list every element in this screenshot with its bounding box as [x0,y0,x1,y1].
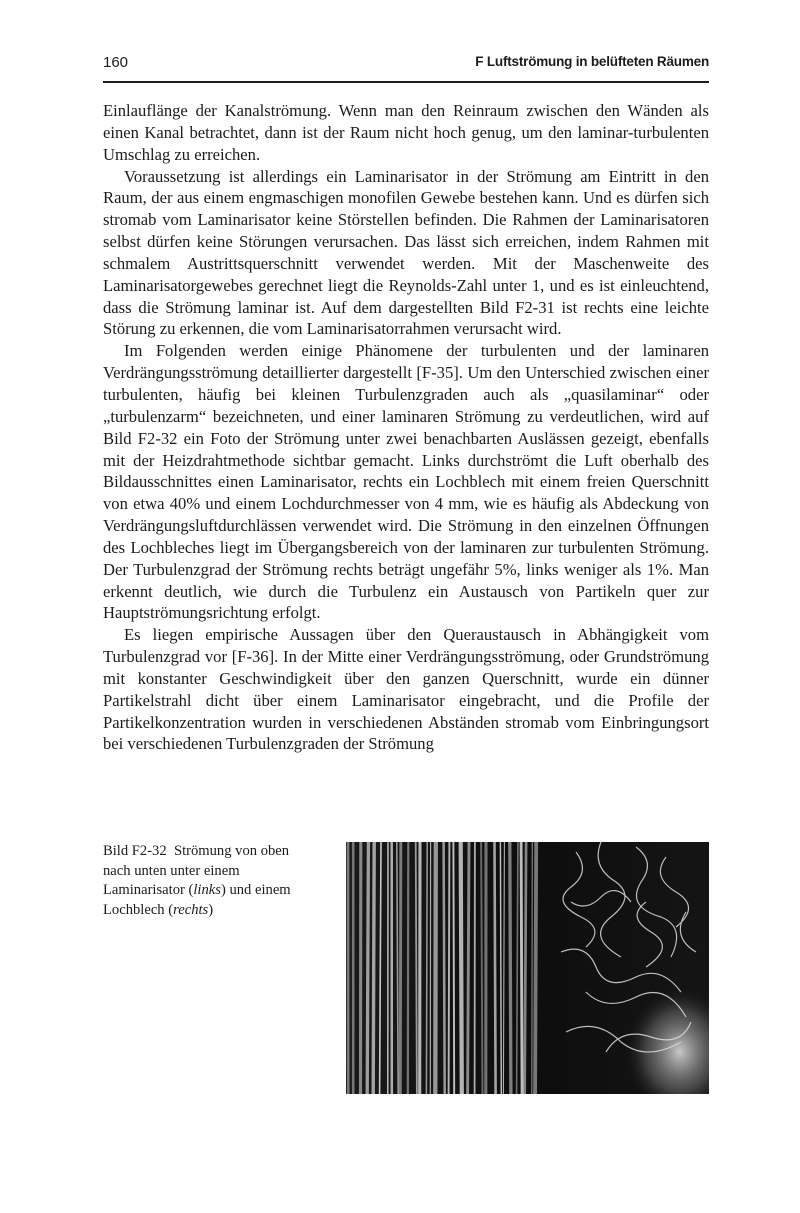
header-rule [103,81,709,83]
page-number: 160 [103,54,129,71]
paragraph: Einlauflänge der Kanalströmung. Wenn man den Reinraum zwischen den Wänden als einen Kanal betrachtet, dann ist der Raum nicht hoch genug, um den laminar-turbulenten Umschlag zu erreichen. [103,101,709,164]
streak-line [500,842,501,1094]
figure-label: Bild F2-32 [103,843,167,859]
streak-line [367,842,368,1094]
streak-line [468,842,469,1094]
caption-text: ) und einem Lochblech ( [103,882,291,918]
streak-line [449,842,450,1094]
streak-line [521,842,522,1094]
streak-line [532,842,533,1094]
streak-line [400,842,401,1094]
body-text [103,100,709,755]
streak-line [435,842,436,1094]
streak-line [535,842,536,1094]
page-header [103,52,709,82]
streak-line [444,842,445,1094]
paragraph: Es liegen empirische Aussagen über den Queraustausch in Abhängigkeit vom Turbulenzgrad vor [F-36]. In der Mitte einer Verdrängungsströmung, oder Grundströmung mit konstanter Geschwindigkeit über den ganzen Querschnitt, wurde ein dünner Partikelstrahl dicht über einem Laminarisator eingebracht, und die Profile der Partikelkonzentration wurden in verschiedenen Abständen stromab vom Einbringungsort bei verschiedenen Turbulenzgraden der Strömung [103,625,709,754]
figure-f2-32 [103,842,709,1094]
streak-line [495,842,496,1094]
flow-photo [346,842,709,1094]
caption-italic-rechts: rechts [173,901,209,918]
paragraph: Voraussetzung ist allerdings ein Laminarisator in der Strömung am Eintritt in den Raum, der aus einem engmaschigen monofilen Gewebe bestehen kann. Und es dürfen sich stromab vom Laminarisator keine Störstellen befinden. Die Rahmen der Laminarisatoren selbst dürfen keine Störungen verursachen. Das lässt sich erreichen, indem Rahmen mit schmalem Austrittsquerschnitt verwendet werden. Mit der Maschenweite des Laminarisatorgewebes gerechnet liegt die Reynolds-Zahl unter 1, und es ist einleuchtend, dass die Strömung laminar ist. Auf dem dargestellten Bild F2-31 ist rechts eine leichte Störung zu erkennen, die vom Laminarisatorrahmen verursacht wird. [103,166,709,339]
streak-line [461,842,462,1094]
paragraph: Im Folgenden werden einige Phänomene der turbulenten und der laminaren Verdrängungsströmung detaillierter dargestellt [F-35]. Um den Unterschied zwischen einer turbulenten, häufig bei kleinen Turbulenzgraden auch als „quasilaminar“ oder „turbulenzarm“ bezeichneten, und einer laminaren Strömung zu verdeutlichen, wird auf Bild F2-32 ein Foto der Strömung unter zwei benachbarten Auslässen gezeigt, ebenfalls mit der Heizdrahtmethode sichtbar gemacht. Links durchströmt die Luft oberhalb des Bildausschnittes einen Laminarisator, rechts ein Lochblech mit einem freien Querschnitt von etwa 40% und einem Lochdurchmesser von 4 mm, wie es häufig als Abdeckung von Verdrängungsluftdurchlässen verwendet wird. Die Strömung in den einzelnen Öffnungen des Lochbleches liegt im Übergangsbereich von der laminaren zur turbulenten Strömung. Der Turbulenzgrad der Strömung rechts beträgt ungefähr 5%, links weniger als 1%. Man erkennt deutlich, wie durch die Turbulenz ein Austausch von Partikeln quer zur Hauptströmungsrichtung erfolgt. [103,341,709,623]
streak-line [510,842,511,1094]
caption-italic-links: links [193,882,221,899]
streak-line [416,842,417,1094]
streak-line [373,842,374,1094]
caption-text: Strömung von oben nach unten unter einem Laminarisator ( [103,843,290,899]
streak-line [408,842,409,1094]
figure-caption [103,842,318,920]
streak-line [525,842,526,1094]
streak-line [426,842,427,1094]
running-head: F Luftströmung in belüfteten Räumen [475,54,709,69]
streak-line [453,842,454,1094]
caption-text: ) [208,901,214,918]
